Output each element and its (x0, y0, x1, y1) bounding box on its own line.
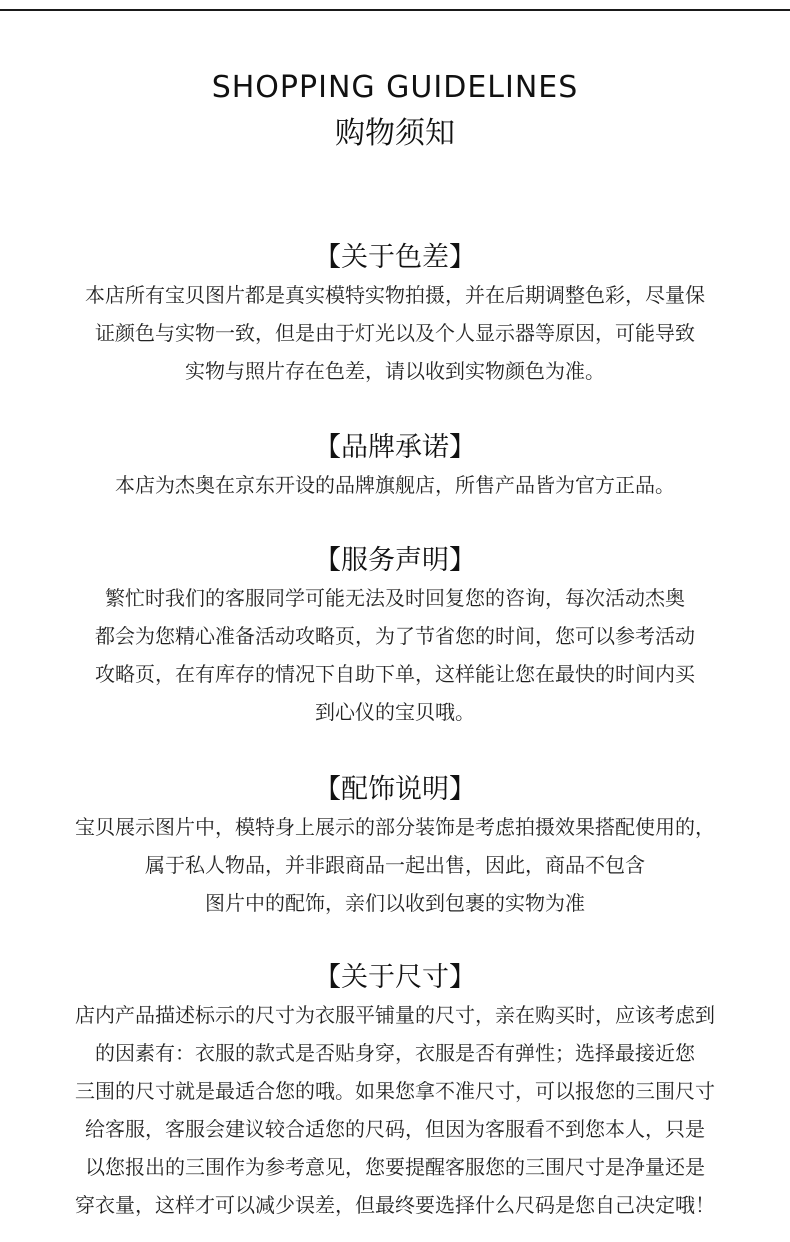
section-text-line: 店内产品描述标示的尺寸为衣服平铺量的尺寸，亲在购买时，应该考虑到 (75, 1003, 715, 1027)
section-text-line: 穿衣量，这样才可以减少误差，但最终要选择什么尺码是您自己决定哦！ (75, 1193, 715, 1217)
section-text-line: 实物与照片存在色差，请以收到实物颜色为准。 (185, 359, 605, 383)
section-title: 【配饰说明】 (314, 774, 476, 805)
section-text-line: 给客服，客服会建议较合适您的尺码，但因为客服看不到您本人，只是 (85, 1117, 705, 1141)
section-accessories (0, 772, 790, 922)
section-text-line: 到心仪的宝贝哦。 (315, 700, 475, 724)
section-text-line: 证颜色与实物一致，但是由于灯光以及个人显示器等原因，可能导致 (95, 321, 695, 345)
section-title: 【服务声明】 (314, 545, 476, 576)
section-text-line: 属于私人物品，并非跟商品一起出售，因此，商品不包含 (145, 853, 645, 877)
section-service-statement (0, 543, 790, 731)
page-title-zh: 购物须知 (335, 116, 455, 151)
top-divider (0, 9, 790, 11)
section-color-difference (0, 240, 790, 390)
section-title: 【关于尺寸】 (314, 962, 476, 993)
section-sizing (0, 960, 790, 1224)
section-text-line: 繁忙时我们的客服同学可能无法及时回复您的咨询，每次活动杰奥 (105, 586, 685, 610)
section-text-line: 宝贝展示图片中，模特身上展示的部分装饰是考虑拍摄效果搭配使用的， (75, 815, 715, 839)
section-title: 【品牌承诺】 (314, 432, 476, 463)
section-title: 【关于色差】 (314, 242, 476, 273)
section-text-line: 图片中的配饰，亲们以收到包裹的实物为准 (205, 891, 585, 915)
section-text-line: 本店为杰奥在京东开设的品牌旗舰店，所售产品皆为官方正品。 (115, 473, 675, 497)
section-text-line: 攻略页，在有库存的情况下自助下单，这样能让您在最快的时间内买 (95, 662, 695, 686)
section-text-line: 本店所有宝贝图片都是真实模特实物拍摄，并在后期调整色彩，尽量保 (85, 283, 705, 307)
page-title-en: SHOPPING GUIDELINES (211, 70, 579, 105)
section-text-line: 以您报出的三围作为参考意见，您要提醒客服您的三围尺寸是净量还是 (85, 1155, 705, 1179)
section-text-line: 三围的尺寸就是最适合您的哦。如果您拿不准尺寸，可以报您的三围尺寸 (75, 1079, 715, 1103)
section-text-line: 的因素有：衣服的款式是否贴身穿，衣服是否有弹性；选择最接近您 (95, 1041, 695, 1065)
section-text-line: 都会为您精心准备活动攻略页，为了节省您的时间，您可以参考活动 (95, 624, 695, 648)
section-brand-promise (0, 430, 790, 504)
